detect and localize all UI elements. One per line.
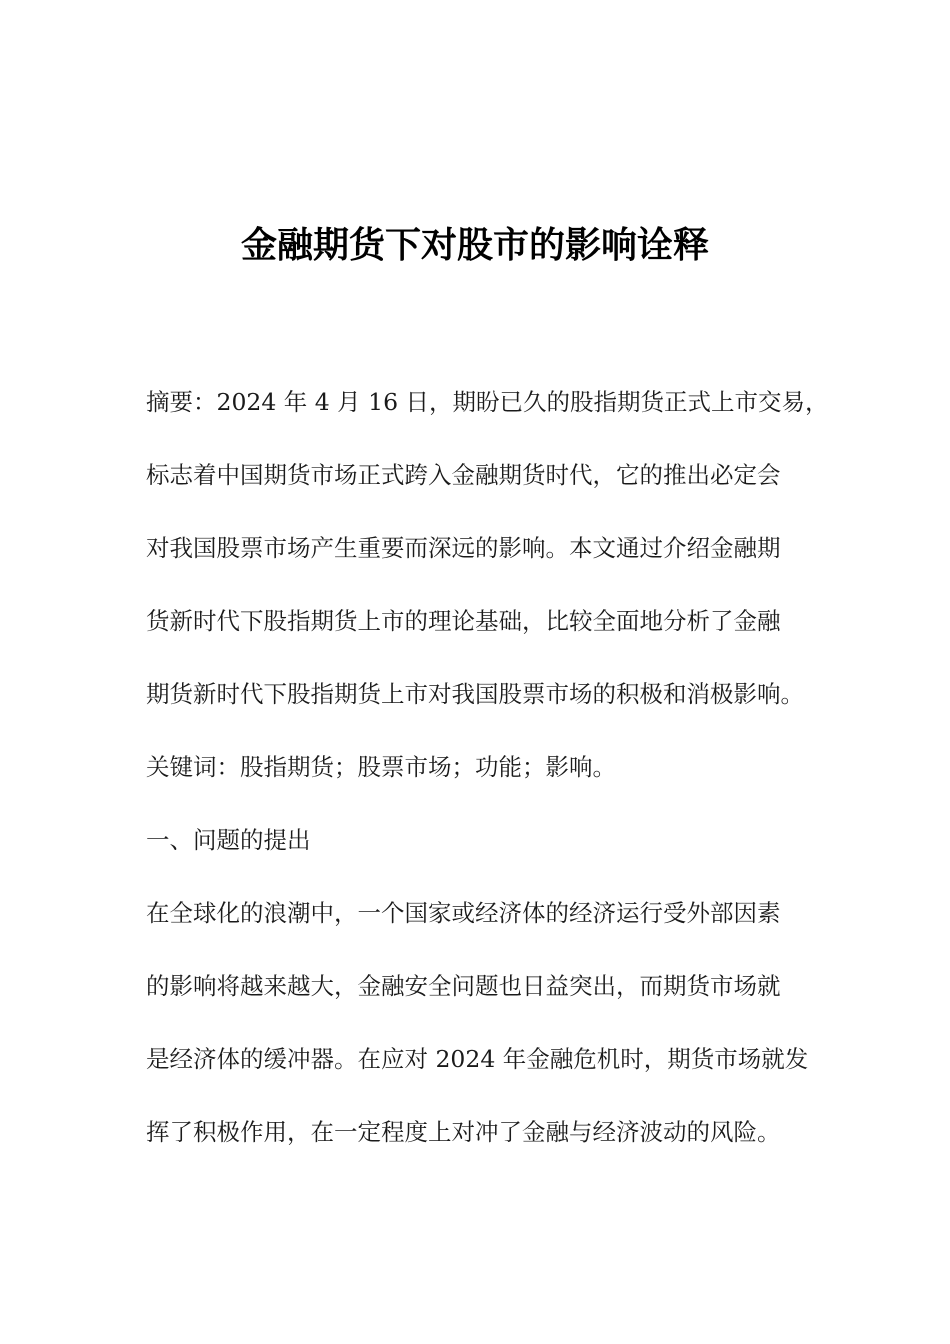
keywords-line: 关键词：股指期货；股票市场；功能；影响。 — [146, 753, 616, 781]
document-title: 金融期货下对股市的影响诠释 — [240, 225, 709, 266]
body-line: 挥了积极作用，在一定程度上对冲了金融与经济波动的风险。 — [146, 1118, 781, 1146]
abstract-line: 对我国股票市场产生重要而深远的影响。本文通过介绍金融期 — [146, 534, 781, 562]
abstract-line: 货新时代下股指期货上市的理论基础，比较全面地分析了金融 — [146, 607, 781, 635]
abstract-line: 摘要：2024 年 4 月 16 日，期盼已久的股指期货正式上市交易， — [146, 388, 829, 416]
body-line: 的影响将越来越大，金融安全问题也日益突出，而期货市场就 — [146, 972, 781, 1000]
abstract-line: 标志着中国期货市场正式跨入金融期货时代，它的推出必定会 — [146, 461, 781, 489]
abstract-line: 期货新时代下股指期货上市对我国股票市场的积极和消极影响。 — [146, 680, 804, 708]
body-line: 在全球化的浪潮中，一个国家或经济体的经济运行受外部因素 — [146, 899, 781, 927]
section-heading: 一、问题的提出 — [146, 826, 311, 854]
body-line: 是经济体的缓冲器。在应对 2024 年金融危机时，期货市场就发 — [146, 1045, 809, 1073]
